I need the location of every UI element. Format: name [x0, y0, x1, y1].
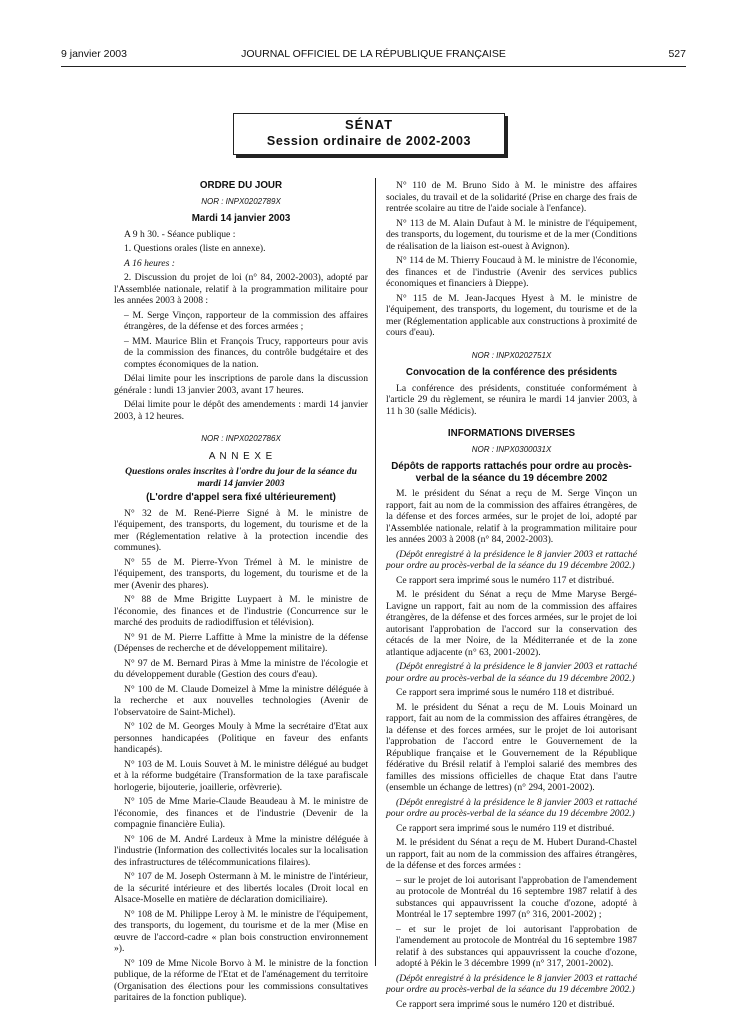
depots-title: Dépôts de rapports rattachés pour ordre au procès-verbal de la séance du 19 décembre 2002 — [391, 461, 632, 484]
depot-note: (Dépôt enregistré à la présidence le 8 janvier 2003 et rattaché pour ordre au procès-verbal de la séance du 19 décembre 2002.) — [386, 548, 637, 571]
questions-list — [386, 180, 637, 339]
questions-list — [114, 508, 368, 1004]
nor-reference: NOR : INPX0202786X — [201, 434, 281, 443]
header-page-number: 527 — [668, 48, 686, 60]
rapport-subitem: – et sur le projet de loi autorisant l'approbation de l'amendement au protocole de Montréal du 16 septembre 1987 relatif à des substances qui appauvrissent la couche d'ozone, adopté à Pékin le 3 décembre 1999 (n° 317, 2001-2002). — [396, 923, 637, 969]
depot-note: (Dépôt enregistré à la présidence le 8 janvier 2003 et rattaché pour ordre au procès-verbal de la séance du 19 décembre 2002.) — [386, 972, 637, 995]
page-header — [61, 48, 686, 64]
rapport-print: Ce rapport sera imprimé sous le numéro 120 et distribué. — [396, 998, 615, 1010]
nor-reference: NOR : INPX0300031X — [471, 444, 552, 454]
question-item: N° 103 de M. Louis Souvet à M. le ministre délégué au budget et à la réforme budgétaire (Transformation de la taxe parafiscale horlogerie, bijouterie, joaillerie, orfèvrerie). — [114, 758, 368, 793]
rapporteur-line: – MM. Maurice Blin et François Trucy, rapporteurs pour avis de la commission des finances, du contrôle budgétaire et des comptes économiques de la nation. — [124, 335, 368, 370]
nor-reference: NOR : INPX0202789X — [201, 196, 281, 206]
ordre-appel-note: (L'ordre d'appel sera fixé ultérieurement) — [146, 492, 336, 503]
question-item: N° 115 de M. Jean-Jacques Hyest à M. le ministre de l'équipement, des transports, du logement, du tourisme et de la mer (Réglementation applicable aux constructions à proximité de cours d'eau). — [386, 292, 637, 338]
header-journal-title: JOURNAL OFFICIEL DE LA RÉPUBLIQUE FRANÇAISE — [241, 48, 506, 60]
question-item: N° 88 de Mme Brigitte Luypaert à M. le ministre de l'économie, des finances et de l'industrie (Concurrence sur le marché des produits de radiodiffusion et télévision). — [114, 594, 368, 628]
rapporteur-line: – M. Serge Vinçon, rapporteur de la commission des affaires étrangères, de la défense et des forces armées ; — [124, 309, 368, 332]
convocation-title: Convocation de la conférence des présidents — [405, 367, 618, 378]
question-item: N° 110 de M. Bruno Sido à M. le ministre des affaires sociales, du travail et de la solidarité (Prise en charge des frais de rentrée scolaire au titre de l'aide sociale à l'enfance). — [386, 180, 637, 214]
depot-note: (Dépôt enregistré à la présidence le 8 janvier 2003 et rattaché pour ordre au procès-verbal de la séance du 19 décembre 2002.) — [386, 796, 637, 819]
rapport-print: Ce rapport sera imprimé sous le numéro 117 et distribué. — [396, 574, 615, 586]
question-item: N° 91 de M. Pierre Laffitte à Mme la ministre de la défense (Dépenses de recherche et de développement militaire). — [114, 631, 368, 654]
informations-diverses-title: INFORMATIONS DIVERSES — [447, 428, 576, 439]
seance-time: A 16 heures : — [124, 257, 175, 269]
question-item: N° 32 de M. René-Pierre Signé à M. le ministre de l'équipement, des transports, du logement, du tourisme et de la mer (Réglementation relative à la protection incendie des communes). — [114, 507, 368, 553]
rapport-print: Ce rapport sera imprimé sous le numéro 119 et distribué. — [396, 822, 615, 834]
question-item: N° 108 de M. Philippe Leroy à M. le ministre de l'équipement, des transports, du logement, du tourisme et de la mer (Mise en œuvre de l'accord-cadre « plan bois construction environnement »). — [114, 908, 368, 954]
date-heading: Mardi 14 janvier 2003 — [191, 213, 291, 224]
seance-time: A 9 h 30. - Séance publique : — [124, 228, 236, 240]
delai-paragraph: Délai limite pour le dépôt des amendements : mardi 14 janvier 2003, à 12 heures. — [114, 399, 368, 422]
question-item: N° 100 de M. Claude Domeizel à Mme la ministre déléguée à la recherche et aux nouvelles technologies (Avenir de l'observatoire de Saint-Michel). — [114, 683, 368, 718]
question-item: N° 55 de M. Pierre-Yvon Trémel à M. le ministre de l'équipement, des transports, du logement, du tourisme et de la mer (Avenir des phares). — [114, 556, 368, 591]
header-date: 9 janvier 2003 — [61, 48, 127, 60]
rapport-paragraph: M. le président du Sénat a reçu de M. Hubert Durand-Chastel un rapport, fait au nom de la commission des affaires étrangères, de la défense et des forces armées : — [386, 837, 637, 871]
header-rule — [61, 66, 686, 67]
left-column — [114, 180, 368, 1007]
rapport-paragraph: M. le président du Sénat a reçu de Mme Maryse Bergé-Lavigne un rapport, fait au nom de la commission des affaires étrangères, de la défense et des forces armées, sur le projet de loi autorisant l'approbation de l'accord sur la conservation des cétacés de la mer Noire, de la Méditerranée et de la zone atlantique adjacente (n° 63, 2001-2002). — [386, 589, 637, 658]
nor-reference: NOR : INPX0202751X — [471, 350, 552, 360]
delai-paragraph: Délai limite pour les inscriptions de parole dans la discussion générale : lundi 13 janvier 2003, avant 17 heures. — [114, 373, 368, 396]
ordre-du-jour-title: ORDRE DU JOUR — [199, 180, 283, 191]
question-item: N° 105 de Mme Marie-Claude Beaudeau à M. le ministre de l'économie, des finances et de l'industrie (Devenir de la compagnie financière Eulia). — [114, 796, 368, 830]
column-divider — [375, 178, 376, 966]
convocation-text: La conférence des présidents, constituée conformément à l'article 29 du règlement, se réunira le mardi 14 janvier 2003, à 11 h 30 (salle Médicis). — [386, 382, 637, 417]
rapport-subitem: – sur le projet de loi autorisant l'approbation de l'amendement au protocole de Montréal du 16 septembre 1987 relatif à des substances qui appauvrissent la couche d'ozone, adopté à Montréal le 17 septembre 1997 (n° 316, 2001-2002) ; — [396, 874, 637, 920]
question-item: N° 113 de M. Alain Dufaut à M. le ministre de l'équipement, des transports, du logement, du tourisme et de la mer (Conditions de réalisation de la liaison est-ouest à Avignon). — [386, 217, 637, 252]
senat-title: SÉNAT — [344, 117, 394, 132]
questions-title: Questions orales inscrites à l'ordre du jour de la séance du mardi 14 janvier 2003 — [125, 466, 357, 489]
question-item: N° 102 de M. Georges Mouly à Mme la secrétaire d'Etat aux personnes handicapées (Politique en faveur des enfants handicapés). — [114, 721, 368, 755]
question-item: N° 97 de M. Bernard Piras à Mme la ministre de l'écologie et du développement durable (Gestion des cours d'eau). — [114, 657, 368, 680]
session-subtitle: Session ordinaire de 2002-2003 — [266, 134, 472, 148]
question-item: N° 114 de M. Thierry Foucaud à M. le ministre de l'économie, des finances et de l'industrie (Avenir des services publics économiques et financiers à Dieppe). — [386, 255, 637, 289]
annexe-heading: A N N E X E — [208, 450, 274, 462]
senat-title-box — [233, 113, 505, 155]
question-item: N° 106 de M. André Lardeux à Mme la ministre déléguée à l'industrie (Information des collectivités locales sur la localisation des infrastructures de télécommunications filaires). — [114, 833, 368, 868]
agenda-item: 1. Questions orales (liste en annexe). — [124, 243, 266, 254]
agenda-item: 2. Discussion du projet de loi (n° 84, 2002-2003), adopté par l'Assemblée nationale, relatif à la programmation militaire pour les années 2003 à 2008 : — [114, 272, 368, 306]
rapport-paragraph: M. le président du Sénat a reçu de M. Louis Moinard un rapport, fait au nom de la commission des affaires étrangères, de la défense et des forces armées, sur le projet de loi autorisant l'approbation de l'accord entre le Gouvernement de la République française et le Gouvernement de la République fédérative du Brésil relatif à l'emploi salarié des membres des familles des missions officielles de chaque Etat dans l'autre (ensemble un échange de lettres) (n° 294, 2001-2002). — [386, 701, 637, 793]
rapport-print: Ce rapport sera imprimé sous le numéro 118 et distribué. — [396, 687, 615, 698]
question-item: N° 109 de Mme Nicole Borvo à M. le ministre de la fonction publique, de la réforme de l'Etat et de l'aménagement du territoire (Organisation des élections pour les commissions consultatives paritaires de la fonction publique). — [114, 957, 368, 1003]
right-column — [386, 180, 637, 1013]
depot-note: (Dépôt enregistré à la présidence le 8 janvier 2003 et rattaché pour ordre au procès-verbal de la séance du 19 décembre 2002.) — [386, 661, 637, 684]
rapport-paragraph: M. le président du Sénat a reçu de M. Serge Vinçon un rapport, fait au nom de la commission des affaires étrangères, de la défense et des forces armées, sur le projet de loi, adopté par l'Assemblée nationale, relatif à la programmation militaire pour les années 2003 à 2008 (n° 84, 2002-2003). — [386, 488, 637, 545]
question-item: N° 107 de M. Joseph Ostermann à M. le ministre de l'intérieur, de la sécurité intérieure et des libertés locales (Droit local en Alsace-Moselle en matière de déclaration domiciliaire). — [114, 871, 368, 905]
